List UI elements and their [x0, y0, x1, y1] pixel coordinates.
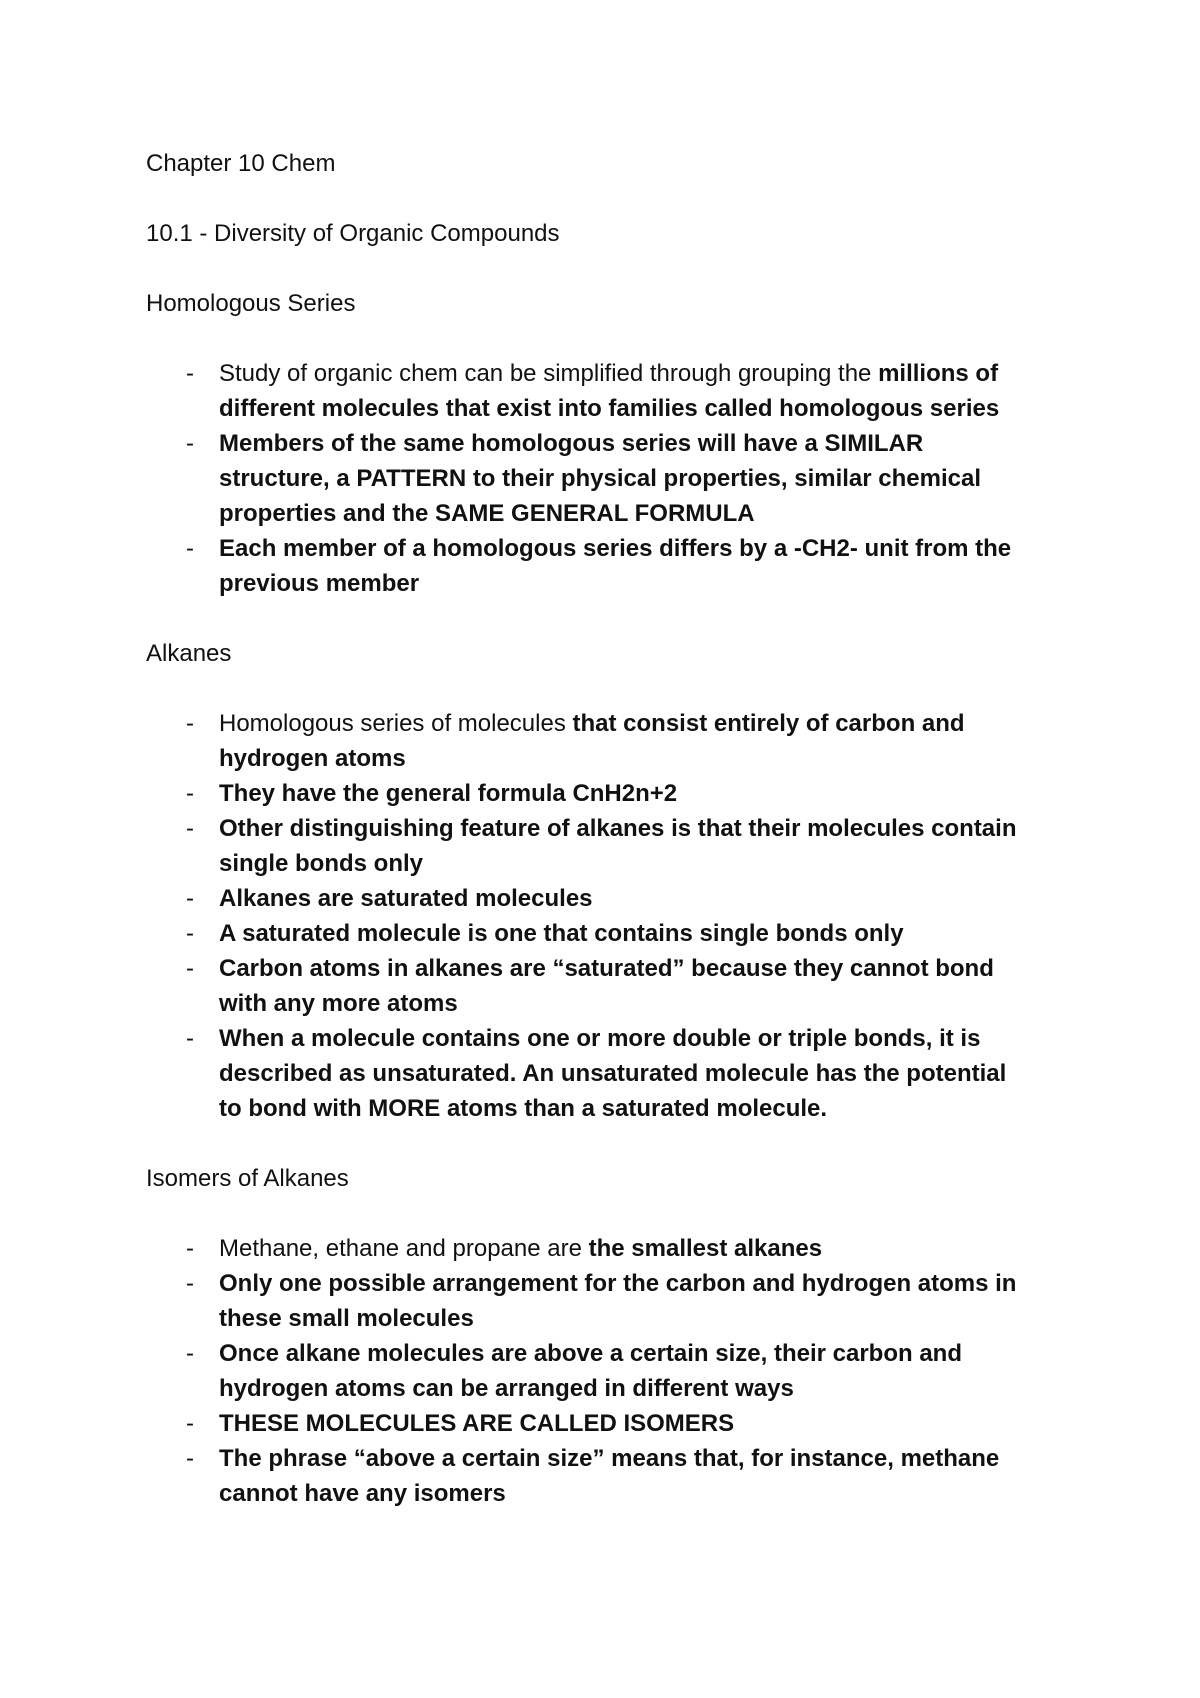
spacer: [146, 671, 1076, 706]
bold-text: previous member: [219, 570, 420, 597]
section-heading: Homologous Series: [146, 290, 356, 317]
bold-text: THESE MOLECULES ARE CALLED ISOMERS: [219, 1410, 735, 1437]
bold-text: A saturated molecule is one that contains single bonds only: [219, 920, 904, 947]
bold-text: with any more atoms: [219, 990, 458, 1017]
list-item: [146, 1406, 1076, 1441]
bold-text: properties and the SAME GENERAL FORMULA: [219, 500, 755, 527]
list-item-line: [219, 356, 1076, 391]
bullet-dash: -: [186, 1270, 194, 1297]
section-heading: Isomers of Alkanes: [146, 1165, 349, 1192]
list-item-line: [219, 1371, 1076, 1406]
list-item-line: [219, 1231, 1076, 1266]
list-item: [146, 356, 1076, 426]
bold-text: that consist entirely of carbon and: [572, 710, 965, 737]
list-item-line: [219, 846, 1076, 881]
bold-text: The phrase “above a certain size” means that, for instance, methane: [219, 1445, 1000, 1472]
list-item: [146, 426, 1076, 531]
list-item-line: [219, 776, 1076, 811]
bold-text: Alkanes are saturated molecules: [219, 885, 593, 912]
list-item-line: [219, 496, 1076, 531]
list-item-line: [219, 531, 1076, 566]
bullet-dash: -: [186, 430, 194, 457]
bullet-dash: -: [186, 1410, 194, 1437]
list-item: [146, 1231, 1076, 1266]
spacer: [146, 251, 1076, 286]
list-item-line: [219, 1021, 1076, 1056]
bold-text: Members of the same homologous series will have a SIMILAR: [219, 430, 924, 457]
list-item: [146, 916, 1076, 951]
spacer: [146, 321, 1076, 356]
list-item: [146, 881, 1076, 916]
list-item-line: [219, 986, 1076, 1021]
list-item-line: [219, 916, 1076, 951]
list-item: [146, 951, 1076, 1021]
bold-text: They have the general formula CnH2n+2: [219, 780, 678, 807]
bold-text: described as unsaturated. An unsaturated molecule has the potential: [219, 1060, 1007, 1087]
sections-container: [146, 286, 1076, 1511]
list-item: [146, 776, 1076, 811]
list-item-line: [219, 1336, 1076, 1371]
bullet-dash: -: [186, 780, 194, 807]
bold-text: these small molecules: [219, 1305, 474, 1332]
bullet-dash: -: [186, 955, 194, 982]
list-item-line: [219, 811, 1076, 846]
list-item-line: [219, 1266, 1076, 1301]
list-item-line: [219, 1301, 1076, 1336]
list-item: [146, 531, 1076, 601]
document-title: Chapter 10 Chem: [146, 150, 336, 177]
bold-text: Other distinguishing feature of alkanes is that their molecules contain: [219, 815, 1017, 842]
bold-text: single bonds only: [219, 850, 424, 877]
document-body: [146, 146, 1076, 1511]
bullet-dash: -: [186, 1340, 194, 1367]
spacer: [146, 601, 1076, 636]
list-item-line: [219, 391, 1076, 426]
bullet-list: [146, 706, 1076, 1126]
list-item: [146, 1021, 1076, 1126]
list-item: [146, 811, 1076, 881]
list-item: [146, 1441, 1076, 1511]
section-heading: Alkanes: [146, 640, 232, 667]
bold-text: to bond with MORE atoms than a saturated molecule.: [219, 1095, 828, 1122]
bullet-dash: -: [186, 535, 194, 562]
bold-text: When a molecule contains one or more double or triple bonds, it is: [219, 1025, 981, 1052]
list-item-line: [219, 426, 1076, 461]
list-item-line: [219, 461, 1076, 496]
plain-text: Study of organic chem can be simplified through grouping the: [219, 360, 879, 387]
list-item-line: [219, 951, 1076, 986]
bold-text: hydrogen atoms can be arranged in different ways: [219, 1375, 794, 1402]
list-item-line: [219, 741, 1076, 776]
bold-text: Once alkane molecules are above a certain size, their carbon and: [219, 1340, 962, 1367]
list-item-line: [219, 1441, 1076, 1476]
bullet-dash: -: [186, 1445, 194, 1472]
list-item-line: [219, 706, 1076, 741]
bullet-dash: -: [186, 920, 194, 947]
bullet-dash: -: [186, 815, 194, 842]
bullet-dash: -: [186, 710, 194, 737]
bold-text: cannot have any isomers: [219, 1480, 506, 1507]
bold-text: hydrogen atoms: [219, 745, 406, 772]
plain-text: Methane, ethane and propane are: [219, 1235, 589, 1262]
bullet-dash: -: [186, 360, 194, 387]
list-item-line: [219, 881, 1076, 916]
bold-text: Each member of a homologous series differs by a -CH2- unit from the: [219, 535, 1012, 562]
list-item: [146, 1266, 1076, 1336]
list-item-line: [219, 1091, 1076, 1126]
list-item-line: [219, 1056, 1076, 1091]
bullet-dash: -: [186, 1025, 194, 1052]
bold-text: structure, a PATTERN to their physical properties, similar chemical: [219, 465, 981, 492]
bold-text: different molecules that exist into families called homologous series: [219, 395, 1000, 422]
bold-text: the smallest alkanes: [588, 1235, 823, 1262]
list-item-line: [219, 1406, 1076, 1441]
plain-text: Homologous series of molecules: [219, 710, 573, 737]
spacer: [146, 181, 1076, 216]
list-item: [146, 1336, 1076, 1406]
bullet-list: [146, 1231, 1076, 1511]
list-item-line: [219, 566, 1076, 601]
bullet-list: [146, 356, 1076, 601]
spacer: [146, 1196, 1076, 1231]
bold-text: Only one possible arrangement for the carbon and hydrogen atoms in: [219, 1270, 1017, 1297]
bold-text: Carbon atoms in alkanes are “saturated” because they cannot bond: [219, 955, 994, 982]
bullet-dash: -: [186, 885, 194, 912]
list-item-line: [219, 1476, 1076, 1511]
bullet-dash: -: [186, 1235, 194, 1262]
document-subtitle: 10.1 - Diversity of Organic Compounds: [146, 220, 560, 247]
list-item: [146, 706, 1076, 776]
bold-text: millions of: [878, 360, 999, 387]
spacer: [146, 1126, 1076, 1161]
